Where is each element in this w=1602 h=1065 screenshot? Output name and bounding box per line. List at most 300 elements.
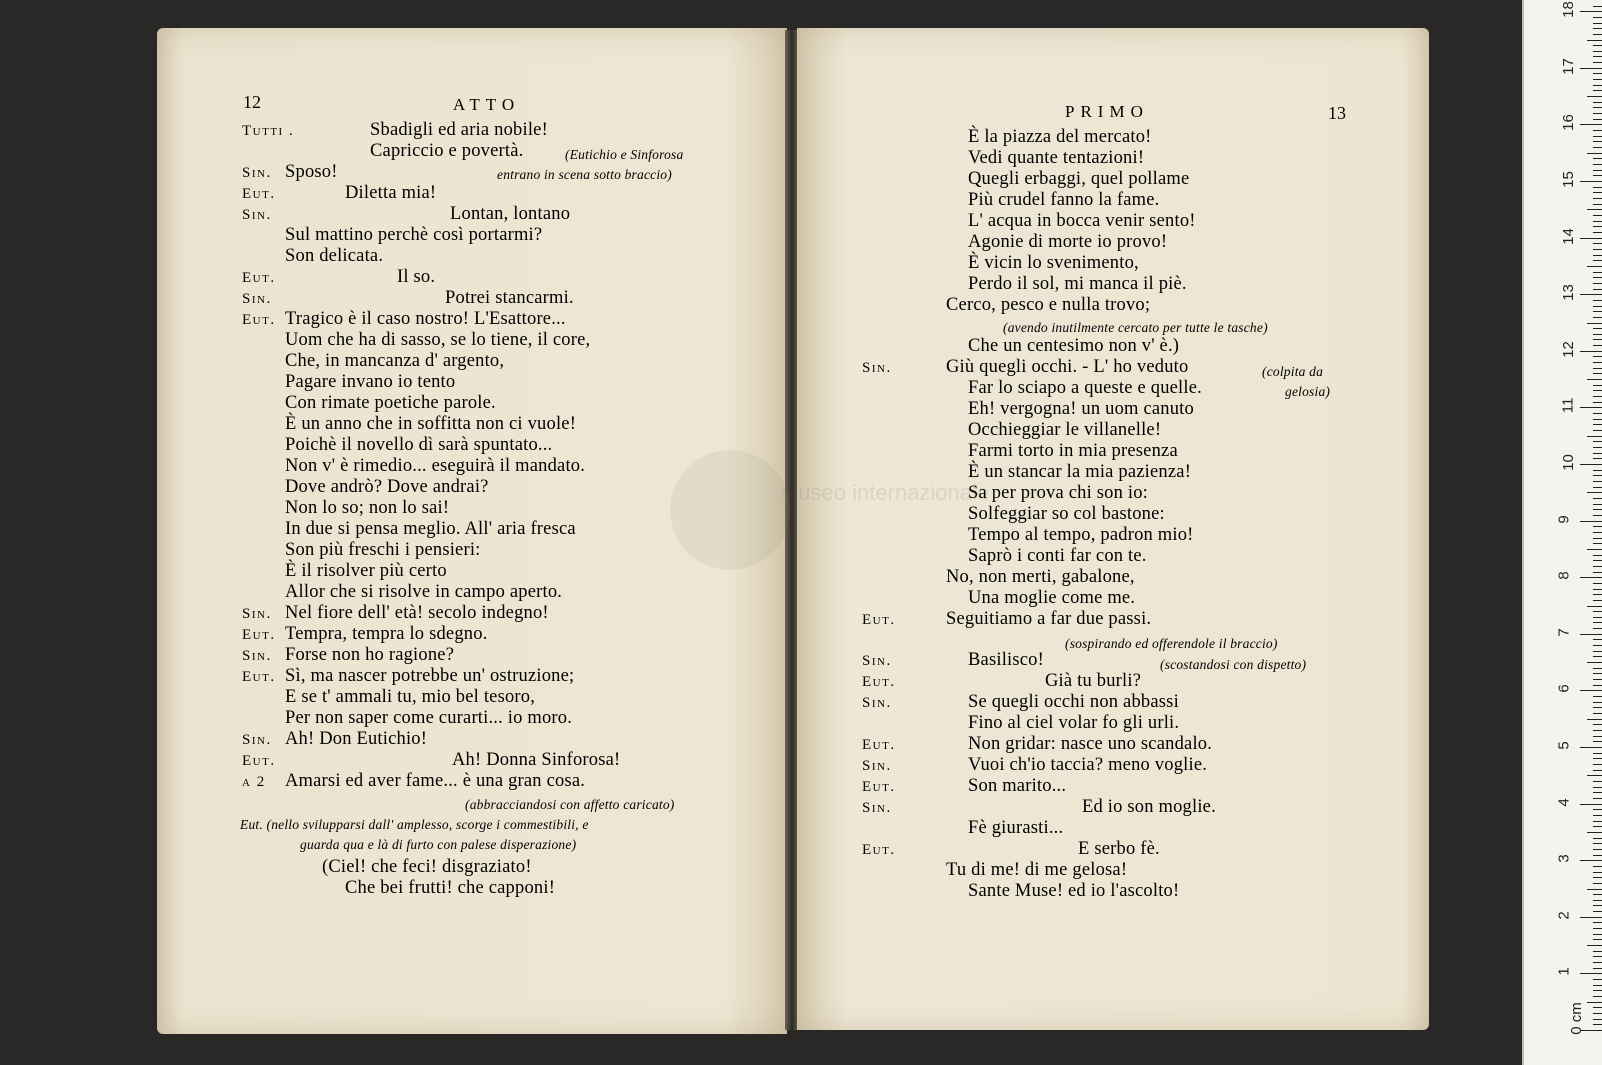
ruler-tick bbox=[1587, 832, 1602, 833]
stage-direction: (avendo inutilmente cercato per tutte le tasche) bbox=[1003, 320, 1268, 335]
ruler-tick bbox=[1593, 934, 1602, 935]
left-page-number: 12 bbox=[243, 92, 261, 112]
ruler-tick bbox=[1593, 504, 1602, 505]
verse-line: Sa per prova chi son io: bbox=[968, 483, 1148, 503]
verse-line: Allor che si risolve in campo aperto. bbox=[285, 582, 563, 602]
stage-direction: entrano in scena sotto braccio) bbox=[497, 167, 672, 182]
verse-line: Basilisco! bbox=[968, 650, 1044, 670]
speaker-label: Eut. bbox=[242, 186, 276, 202]
ruler-tick bbox=[1593, 594, 1602, 595]
ruler-tick bbox=[1593, 628, 1602, 629]
ruler-tick bbox=[1587, 606, 1602, 607]
speaker-label: Sin. bbox=[242, 207, 272, 223]
ruler-tick bbox=[1593, 102, 1602, 103]
ruler-tick bbox=[1593, 639, 1602, 640]
ruler-tick bbox=[1593, 130, 1602, 131]
speaker-label: Eut. bbox=[862, 612, 896, 628]
ruler-tick bbox=[1593, 883, 1602, 884]
verse-line: Son delicata. bbox=[285, 246, 384, 266]
ruler-tick bbox=[1593, 849, 1602, 850]
ruler-tick bbox=[1587, 40, 1602, 41]
stage-direction: guarda qua e là di furto con palese disperazione) bbox=[300, 837, 577, 852]
verse-line: L' acqua in bocca venir sento! bbox=[968, 211, 1196, 231]
verse-line: No, non merti, gabalone, bbox=[946, 567, 1135, 587]
verse-line: Tempo al tempo, padron mio! bbox=[968, 525, 1194, 545]
verse-line: Ah! Donna Sinforosa! bbox=[452, 750, 621, 770]
ruler-tick bbox=[1587, 889, 1602, 890]
ruler-tick bbox=[1593, 560, 1602, 561]
speaker-label: Sin. bbox=[242, 732, 272, 748]
ruler-tick bbox=[1593, 1024, 1602, 1025]
ruler-tick bbox=[1593, 498, 1602, 499]
verse-line: Già tu burli? bbox=[1045, 671, 1142, 691]
ruler-tick bbox=[1593, 736, 1602, 737]
watermark-logo bbox=[660, 400, 990, 620]
ruler-number: 13 bbox=[1559, 284, 1577, 302]
ruler-tick bbox=[1593, 622, 1602, 623]
verse-line: Vuoi ch'io taccia? meno voglie. bbox=[968, 755, 1208, 775]
ruler-tick bbox=[1593, 45, 1602, 46]
speaker-label: Eut. bbox=[862, 779, 896, 795]
ruler-tick bbox=[1593, 753, 1602, 754]
ruler-tick bbox=[1593, 34, 1602, 35]
ruler-number: 15 bbox=[1559, 171, 1577, 188]
ruler-tick bbox=[1593, 17, 1602, 18]
ruler-tick bbox=[1593, 396, 1602, 397]
ruler-tick bbox=[1593, 939, 1602, 940]
ruler-tick bbox=[1593, 515, 1602, 516]
verse-line: Ah! Don Eutichio! bbox=[285, 729, 428, 749]
ruler-tick bbox=[1593, 339, 1602, 340]
ruler-tick bbox=[1593, 673, 1602, 674]
ruler-tick bbox=[1593, 815, 1602, 816]
ruler-tick bbox=[1593, 119, 1602, 120]
verse-line: Far lo sciapo a queste e quelle. bbox=[968, 378, 1202, 398]
verse-line: Non v' è rimedio... eseguirà il mandato. bbox=[285, 456, 586, 476]
verse-line: Solfeggiar so col bastone: bbox=[968, 504, 1165, 524]
verse-line: Tragico è il caso nostro! L'Esattore... bbox=[285, 309, 566, 329]
ruler-tick bbox=[1593, 243, 1602, 244]
ruler-tick bbox=[1593, 600, 1602, 601]
ruler-tick bbox=[1593, 696, 1602, 697]
ruler-number: 10 bbox=[1559, 454, 1577, 471]
ruler-tick bbox=[1593, 758, 1602, 759]
ruler-tick bbox=[1593, 204, 1602, 205]
ruler-tick bbox=[1587, 323, 1602, 324]
stage-direction: (sospirando ed offerendole il braccio) bbox=[1065, 636, 1278, 651]
ruler-tick bbox=[1593, 73, 1602, 74]
ruler-number: 1 bbox=[1555, 967, 1573, 977]
ruler-tick bbox=[1580, 11, 1602, 12]
ruler-tick bbox=[1593, 741, 1602, 742]
verse-line: Non gridar: nasce uno scandalo. bbox=[968, 734, 1213, 754]
watermark-text: museo internazionale bbox=[780, 480, 990, 505]
ruler-tick bbox=[1593, 311, 1602, 312]
ruler-tick bbox=[1593, 51, 1602, 52]
ruler-tick bbox=[1593, 566, 1602, 567]
ruler-tick bbox=[1593, 532, 1602, 533]
verse-line: È un stancar la mia pazienza! bbox=[968, 462, 1192, 482]
verse-line: Che bei frutti! che capponi! bbox=[345, 878, 556, 898]
ruler-tick bbox=[1593, 221, 1602, 222]
ruler-tick bbox=[1593, 334, 1602, 335]
ruler-number: 11 bbox=[1559, 398, 1577, 414]
ruler-tick bbox=[1593, 855, 1602, 856]
verse-line: Se quegli occhi non abbassi bbox=[968, 692, 1179, 712]
ruler-tick bbox=[1593, 996, 1602, 997]
ruler-tick bbox=[1593, 922, 1602, 923]
speaker-label: Sin. bbox=[862, 758, 892, 774]
speaker-label: Eut. bbox=[242, 270, 276, 286]
ruler-tick bbox=[1593, 85, 1602, 86]
ruler-tick bbox=[1593, 928, 1602, 929]
verse-line: Ed io son moglie. bbox=[1082, 797, 1216, 817]
ruler-tick bbox=[1580, 351, 1602, 352]
speaker-label: Eut. bbox=[242, 753, 276, 769]
verse-line: E serbo fè. bbox=[1078, 839, 1160, 859]
ruler-number: 5 bbox=[1555, 741, 1573, 750]
ruler-tick bbox=[1593, 272, 1602, 273]
ruler-tick bbox=[1593, 107, 1602, 108]
stage-direction: (Eutichio e Sinforosa bbox=[565, 147, 684, 162]
ruler-tick bbox=[1587, 379, 1602, 380]
ruler-tick bbox=[1593, 306, 1602, 307]
ruler-tick bbox=[1593, 187, 1602, 188]
ruler-number: 8 bbox=[1555, 571, 1573, 580]
verse-line: Son più freschi i pensieri: bbox=[285, 540, 481, 560]
ruler-tick bbox=[1593, 911, 1602, 912]
verse-line: Diletta mia! bbox=[345, 183, 437, 203]
ruler-tick bbox=[1593, 572, 1602, 573]
ruler-tick bbox=[1593, 255, 1602, 256]
stage-direction: (abbracciandosi con affetto caricato) bbox=[465, 797, 675, 812]
ruler-tick bbox=[1593, 651, 1602, 652]
ruler-tick bbox=[1593, 985, 1602, 986]
ruler-tick bbox=[1593, 1013, 1602, 1014]
ruler-tick bbox=[1587, 209, 1602, 210]
verse-line: È il risolver più certo bbox=[285, 561, 447, 581]
verse-line: Sante Muse! ed io l'ascolto! bbox=[968, 881, 1180, 901]
ruler-tick bbox=[1593, 611, 1602, 612]
verse-line: Vedi quante tentazioni! bbox=[968, 148, 1145, 168]
ruler-tick bbox=[1593, 458, 1602, 459]
ruler-tick bbox=[1587, 266, 1602, 267]
ruler-tick bbox=[1593, 809, 1602, 810]
verse-line: Sposo! bbox=[285, 162, 338, 182]
ruler-tick bbox=[1593, 826, 1602, 827]
verse-line: Tempra, tempra lo sdegno. bbox=[285, 624, 488, 644]
speaker-label: Eut. bbox=[242, 669, 276, 685]
ruler-tick bbox=[1593, 866, 1602, 867]
speaker-label: Sin. bbox=[862, 800, 892, 816]
verse-line: Cerco, pesco e nulla trovo; bbox=[946, 295, 1151, 315]
ruler-tick bbox=[1593, 402, 1602, 403]
speaker-label: Eut. bbox=[242, 312, 276, 328]
verse-line: Sul mattino perchè così portarmi? bbox=[285, 225, 543, 245]
ruler-number: 4 bbox=[1555, 797, 1573, 807]
speaker-label: Sin. bbox=[242, 606, 272, 622]
ruler-tick bbox=[1593, 62, 1602, 63]
ruler-tick bbox=[1580, 181, 1602, 182]
ruler-tick bbox=[1587, 153, 1602, 154]
ruler-tick bbox=[1593, 447, 1602, 448]
ruler-tick bbox=[1580, 294, 1602, 295]
speaker-label: Sin. bbox=[242, 291, 272, 307]
ruler-tick bbox=[1593, 617, 1602, 618]
ruler-tick bbox=[1593, 900, 1602, 901]
speaker-label: Sin. bbox=[862, 653, 892, 669]
speaker-label: Eut. bbox=[862, 737, 896, 753]
right-page-number: 13 bbox=[1328, 103, 1346, 123]
ruler-tick bbox=[1593, 707, 1602, 708]
ruler-tick bbox=[1593, 713, 1602, 714]
ruler-tick bbox=[1593, 283, 1602, 284]
verse-line: Il so. bbox=[397, 267, 436, 287]
ruler-tick bbox=[1593, 90, 1602, 91]
ruler-tick bbox=[1593, 668, 1602, 669]
verse-line: Quegli erbaggi, quel pollame bbox=[968, 169, 1190, 189]
ruler-tick bbox=[1593, 328, 1602, 329]
ruler-tick bbox=[1593, 373, 1602, 374]
verse-line: Fè giurasti... bbox=[968, 818, 1064, 838]
ruler-tick bbox=[1580, 464, 1602, 465]
ruler-tick bbox=[1593, 424, 1602, 425]
ruler-tick bbox=[1593, 821, 1602, 822]
ruler-tick bbox=[1593, 28, 1602, 29]
ruler-tick bbox=[1593, 724, 1602, 725]
verse-line: È la piazza del mercato! bbox=[968, 127, 1152, 147]
ruler-tick bbox=[1580, 407, 1602, 408]
ruler-tick bbox=[1593, 362, 1602, 363]
ruler-tick bbox=[1593, 702, 1602, 703]
verse-line: Agonie di morte io provo! bbox=[968, 232, 1168, 252]
ruler-tick bbox=[1593, 645, 1602, 646]
verse-line: Non lo so; non lo sai! bbox=[285, 498, 450, 518]
verse-line: Che, in mancanza d' argento, bbox=[285, 351, 505, 371]
ruler-tick bbox=[1593, 764, 1602, 765]
ruler-tick bbox=[1587, 549, 1602, 550]
ruler-tick bbox=[1593, 198, 1602, 199]
ruler-tick bbox=[1593, 277, 1602, 278]
speaker-label: Sin. bbox=[242, 165, 272, 181]
stage-direction: gelosia) bbox=[1285, 384, 1331, 399]
ruler-tick bbox=[1593, 475, 1602, 476]
ruler-tick bbox=[1593, 23, 1602, 24]
verse-line: Amarsi ed aver fame... è una gran cosa. bbox=[285, 771, 586, 791]
ruler-tick bbox=[1593, 990, 1602, 991]
ruler-tick bbox=[1593, 136, 1602, 137]
ruler-tick bbox=[1593, 215, 1602, 216]
stage-direction: Eut. (nello svilupparsi dall' amplesso, scorge i commestibili, e bbox=[240, 817, 589, 832]
ruler-tick bbox=[1593, 170, 1602, 171]
speaker-label: Sin. bbox=[862, 695, 892, 711]
ruler-number: 14 bbox=[1559, 227, 1577, 245]
ruler-tick bbox=[1593, 453, 1602, 454]
speaker-label: Sin. bbox=[862, 360, 892, 376]
ruler-tick bbox=[1593, 147, 1602, 148]
ruler-tick bbox=[1587, 96, 1602, 97]
verse-line: Lontan, lontano bbox=[450, 204, 571, 224]
ruler-tick bbox=[1593, 79, 1602, 80]
verse-line: Eh! vergogna! un uom canuto bbox=[968, 399, 1194, 419]
ruler-tick bbox=[1593, 164, 1602, 165]
ruler-number: 16 bbox=[1559, 114, 1577, 132]
ruler-number: 6 bbox=[1555, 684, 1573, 694]
ruler-tick bbox=[1593, 538, 1602, 539]
ruler-tick bbox=[1593, 249, 1602, 250]
ruler-tick bbox=[1593, 951, 1602, 952]
verse-line: Perdo il sol, mi manca il piè. bbox=[968, 274, 1187, 294]
ruler-tick bbox=[1593, 390, 1602, 391]
ruler-zero-label: 0 cm bbox=[1567, 1002, 1585, 1035]
left-running-header: ATTO bbox=[453, 95, 521, 114]
ruler-tick bbox=[1593, 838, 1602, 839]
speaker-label: Eut. bbox=[242, 627, 276, 643]
ruler-tick bbox=[1593, 509, 1602, 510]
ruler-tick bbox=[1593, 141, 1602, 142]
verse-line: E se t' ammali tu, mio bel tesoro, bbox=[285, 687, 536, 707]
ruler-number: 2 bbox=[1555, 911, 1573, 920]
ruler-tick bbox=[1587, 945, 1602, 946]
speaker-label: Eut. bbox=[862, 674, 896, 690]
verse-line: Per non saper come curarti... io moro. bbox=[285, 708, 573, 728]
verse-line: Sì, ma nascer potrebbe un' ostruzione; bbox=[285, 666, 575, 686]
ruler-tick bbox=[1593, 226, 1602, 227]
ruler-tick bbox=[1593, 385, 1602, 386]
verse-line: Poichè il novello dì sarà spuntato... bbox=[285, 435, 553, 455]
ruler-tick bbox=[1580, 68, 1602, 69]
verse-line: Dove andrò? Dove andrai? bbox=[285, 477, 489, 497]
verse-line: Potrei stancarmi. bbox=[445, 288, 574, 308]
ruler-number: 7 bbox=[1555, 628, 1573, 637]
ruler-tick bbox=[1593, 792, 1602, 793]
ruler-tick bbox=[1593, 583, 1602, 584]
verse-line: Son marito... bbox=[968, 776, 1067, 796]
ruler-tick bbox=[1593, 685, 1602, 686]
ruler-tick bbox=[1580, 634, 1602, 635]
ruler-tick bbox=[1593, 113, 1602, 114]
verse-line: Fino al ciel volar fo gli urli. bbox=[968, 713, 1180, 733]
ruler-tick bbox=[1593, 877, 1602, 878]
speaker-label: Tutti . bbox=[242, 123, 295, 139]
verse-line: È vicin lo svenimento, bbox=[968, 253, 1139, 273]
ruler-tick bbox=[1593, 787, 1602, 788]
ruler-tick bbox=[1580, 917, 1602, 918]
speaker-label: Eut. bbox=[862, 842, 896, 858]
ruler-tick bbox=[1580, 804, 1602, 805]
ruler-tick bbox=[1593, 345, 1602, 346]
ruler-tick bbox=[1593, 526, 1602, 527]
ruler-tick bbox=[1580, 577, 1602, 578]
ruler-tick bbox=[1587, 492, 1602, 493]
ruler-tick bbox=[1580, 690, 1602, 691]
ruler-tick bbox=[1593, 175, 1602, 176]
ruler-number: 12 bbox=[1559, 340, 1577, 358]
verse-line: Nel fiore dell' età! secolo indegno! bbox=[285, 603, 549, 623]
ruler-tick bbox=[1593, 968, 1602, 969]
verse-line: Giù quegli occhi. - L' ho veduto bbox=[946, 357, 1189, 377]
ruler-tick bbox=[1593, 470, 1602, 471]
right-running-header: PRIMO bbox=[1065, 102, 1149, 121]
ruler-tick bbox=[1593, 656, 1602, 657]
ruler-tick bbox=[1587, 662, 1602, 663]
ruler-tick bbox=[1593, 798, 1602, 799]
verse-line: Sbadigli ed aria nobile! bbox=[370, 120, 548, 140]
speaker-label: a 2 bbox=[242, 774, 266, 790]
ruler-tick bbox=[1593, 6, 1602, 7]
ruler-tick bbox=[1593, 289, 1602, 290]
ruler-tick bbox=[1593, 905, 1602, 906]
ruler-tick bbox=[1593, 730, 1602, 731]
ruler-tick bbox=[1587, 1002, 1602, 1003]
ruler-tick bbox=[1593, 413, 1602, 414]
ruler-tick bbox=[1593, 232, 1602, 233]
ruler-tick bbox=[1593, 555, 1602, 556]
ruler-tick bbox=[1580, 747, 1602, 748]
ruler-tick bbox=[1593, 56, 1602, 57]
verse-line: Pagare invano io tento bbox=[285, 372, 456, 392]
verse-line: Che un centesimo non v' è.) bbox=[968, 336, 1180, 356]
ruler-tick bbox=[1593, 894, 1602, 895]
ruler-number: 17 bbox=[1559, 57, 1577, 75]
ruler-tick bbox=[1593, 1019, 1602, 1020]
ruler-number: 9 bbox=[1555, 514, 1573, 524]
stage-direction: (colpita da bbox=[1262, 364, 1324, 379]
ruler-tick bbox=[1593, 300, 1602, 301]
ruler-tick bbox=[1593, 441, 1602, 442]
verse-line: Farmi torto in mia presenza bbox=[968, 441, 1178, 461]
ruler-tick bbox=[1593, 317, 1602, 318]
verse-line: Saprò i conti far con te. bbox=[968, 546, 1147, 566]
ruler-tick bbox=[1593, 192, 1602, 193]
verse-line: In due si pensa meglio. All' aria fresca bbox=[285, 519, 576, 539]
ruler-tick bbox=[1580, 238, 1602, 239]
ruler-tick bbox=[1593, 543, 1602, 544]
verse-line: Tu di me! di me gelosa! bbox=[946, 860, 1128, 880]
ruler-tick bbox=[1593, 872, 1602, 873]
ruler-tick bbox=[1593, 843, 1602, 844]
ruler-number: 18 bbox=[1559, 1, 1577, 19]
ruler-tick bbox=[1593, 419, 1602, 420]
ruler-tick bbox=[1593, 589, 1602, 590]
ruler-tick bbox=[1593, 356, 1602, 357]
ruler-tick bbox=[1587, 775, 1602, 776]
ruler-tick bbox=[1593, 158, 1602, 159]
ruler-tick bbox=[1593, 979, 1602, 980]
verse-line: Capriccio e povertà. bbox=[370, 141, 524, 161]
ruler-tick bbox=[1593, 962, 1602, 963]
ruler-tick bbox=[1593, 679, 1602, 680]
ruler-tick bbox=[1593, 1007, 1602, 1008]
ruler-tick bbox=[1580, 521, 1602, 522]
ruler-tick bbox=[1593, 487, 1602, 488]
ruler-tick bbox=[1593, 770, 1602, 771]
ruler-tick bbox=[1587, 719, 1602, 720]
verse-line: Più crudel fanno la fame. bbox=[968, 190, 1160, 210]
ruler-tick bbox=[1587, 436, 1602, 437]
verse-line: Occhieggiar le villanelle! bbox=[968, 420, 1162, 440]
speaker-label: Sin. bbox=[242, 648, 272, 664]
ruler-tick bbox=[1593, 430, 1602, 431]
measurement-ruler bbox=[1522, 0, 1602, 1065]
verse-line: Forse non ho ragione? bbox=[285, 645, 455, 665]
verse-line: Seguitiamo a far due passi. bbox=[946, 609, 1152, 629]
ruler-tick bbox=[1580, 973, 1602, 974]
verse-line: Uom che ha di sasso, se lo tiene, il core, bbox=[285, 330, 591, 350]
ruler-tick bbox=[1593, 481, 1602, 482]
ruler-number: 3 bbox=[1555, 854, 1573, 863]
ruler-tick bbox=[1593, 260, 1602, 261]
